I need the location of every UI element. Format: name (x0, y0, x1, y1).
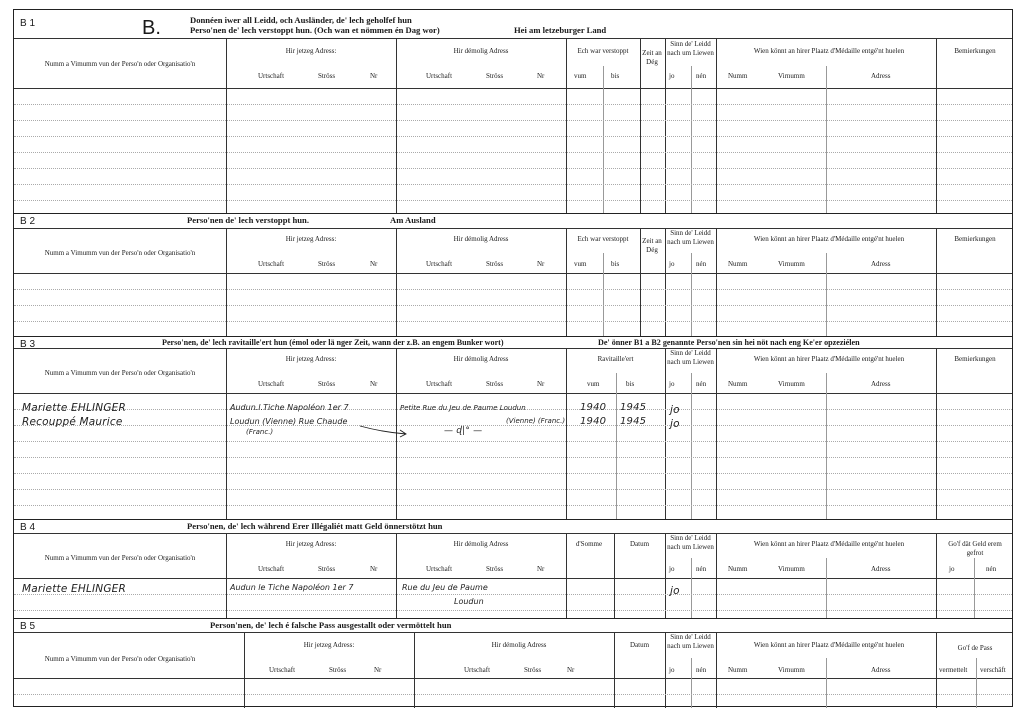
section-title-line1: Donnéen iwer all Leidd, och Ausländer, de' lech geholfef hun (190, 15, 412, 25)
sub-no: nén (696, 565, 707, 573)
sub-street: Ströss (329, 666, 347, 674)
handwritten-alive: jo (670, 585, 680, 597)
section-b5 (14, 618, 1012, 708)
sub-town: Urtschaft (258, 380, 285, 388)
col-money-returned-header: Go'f dät Geld erem gefrot (948, 540, 1002, 557)
sub-money-no: nén (986, 565, 997, 573)
sub-money-yes: jo (949, 565, 955, 573)
handwritten-previous-address-2: Loudun (454, 597, 484, 606)
handwritten-alive: jo (670, 404, 680, 416)
section-region: Hei am letzeburger Land (514, 25, 607, 35)
section-title: Perso'nen de' lech verstoppt hun. (187, 215, 309, 225)
form-letter: B. (142, 17, 161, 39)
form-sheet (13, 9, 1013, 707)
sub-virnumm: Virnumm (778, 380, 805, 388)
section-id: B 2 (20, 216, 36, 227)
sub-street-prev: Ströss (486, 380, 504, 388)
col-current-address-header: Hir jetzeg Adress: (285, 47, 337, 55)
handwritten-previous-address: Rue du Jeu de Paume (402, 583, 488, 592)
section-id: B 4 (20, 522, 36, 533)
sub-town: Urtschaft (269, 666, 296, 674)
sub-to: bis (626, 380, 635, 388)
sub-virnumm: Virnumm (778, 260, 805, 268)
sub-adress: Adress (871, 380, 891, 388)
col-remarks-header: Bemierkungen (954, 355, 996, 363)
col-medal-header: Wien könnt an hirer Plaatz d'Médaille entgé'nt huelen (753, 235, 905, 243)
handwritten-from: 1940 (580, 416, 607, 427)
sub-town-prev: Urtschaft (426, 260, 453, 268)
handwritten-current-address: Audun.l.Tiche Napoléon 1er 7 (230, 403, 349, 412)
sub-virnumm: Virnumm (778, 565, 805, 573)
section-title: Perso'nen, de' lech während Erer Illégaliét matt Geld önnerstötzt hun (187, 521, 443, 531)
sub-town-prev: Urtschaft (464, 666, 491, 674)
sub-to: bis (611, 260, 620, 268)
sub-from: vum (574, 72, 587, 80)
sub-town-prev: Urtschaft (426, 565, 453, 573)
sub-street-prev: Ströss (486, 72, 504, 80)
sub-numm: Numm (728, 260, 748, 268)
handwritten-previous-address: Petite Rue du Jeu de Paume Loudun (400, 404, 526, 412)
col-current-address-header: Hir jetzeg Adress: (303, 641, 355, 649)
sub-adress: Adress (871, 565, 891, 573)
section-title-line2: Perso'nen de' lech verstoppt hun. (Och wan et nömmen én Dag wor) (190, 25, 440, 35)
col-previous-address-header: Hir démolig Adress (453, 47, 509, 55)
col-time-header: Zeit an Dég (642, 49, 662, 66)
col-ravitailleert-header: Ravitaille'ert (597, 355, 634, 363)
sub-town: Urtschaft (258, 565, 285, 573)
sub-no: nén (696, 72, 707, 80)
sub-nr-prev: Nr (537, 72, 545, 80)
section-title: Perso'nen, de' lech ravitaille'ert hun (émol oder lä nger Zeit, wann der z.B. an engem Bunker wort) (162, 338, 504, 347)
sub-nr: Nr (374, 666, 382, 674)
sub-town: Urtschaft (258, 72, 285, 80)
handwritten-arrow (358, 422, 410, 438)
col-alive-header: Sinn de' Leidd nach um Liewen (667, 349, 714, 366)
col-current-address-header: Hir jetzeg Adress: (285, 355, 337, 363)
col-date-header: Datum (629, 641, 650, 649)
col-alive-header: Sinn de' Leidd nach um Liewen (667, 229, 714, 246)
sub-yes: jo (669, 380, 675, 388)
section-id: B 3 (20, 339, 36, 350)
col-hidden-header: Ech war verstoppt (577, 235, 629, 243)
sub-from: vum (574, 260, 587, 268)
sub-virnumm: Virnumm (778, 72, 805, 80)
handwritten-to: 1945 (620, 402, 647, 413)
sub-street: Ströss (318, 565, 336, 573)
sub-adress: Adress (871, 72, 891, 80)
sub-street: Ströss (318, 260, 336, 268)
sub-nr-prev: Nr (537, 380, 545, 388)
sub-street-prev: Ströss (486, 565, 504, 573)
sub-nr-prev: Nr (537, 565, 545, 573)
sub-yes: jo (669, 666, 675, 674)
sub-street-prev: Ströss (524, 666, 542, 674)
sub-yes: jo (669, 260, 675, 268)
section-b4 (14, 519, 1012, 618)
sub-from: vum (587, 380, 600, 388)
col-previous-address-header: Hir démolig Adress (491, 641, 547, 649)
section-region: Am Ausland (390, 215, 436, 225)
sub-numm: Numm (728, 666, 748, 674)
col-current-address-header: Hir jetzeg Adress: (285, 235, 337, 243)
col-current-address-header: Hir jetzeg Adress: (285, 540, 337, 548)
col-medal-header: Wien könnt an hirer Plaatz d'Médaille entgé'nt huelen (753, 355, 905, 363)
sub-verschaft: verschäft (980, 666, 1006, 674)
sub-nr-prev: Nr (567, 666, 575, 674)
sub-numm: Numm (728, 565, 748, 573)
handwritten-current-address: Audun le Tiche Napoléon 1er 7 (230, 583, 354, 592)
sub-town-prev: Urtschaft (426, 72, 453, 80)
section-b3 (14, 336, 1012, 519)
section-title: Person'nen, de' lech é falsche Pass ausgestallt oder vermöttelt hun (210, 620, 452, 630)
sub-nr: Nr (370, 260, 378, 268)
handwritten-to: 1945 (620, 416, 647, 427)
handwritten-alive: jo (670, 418, 680, 430)
handwritten-name: Mariette EHLINGER (22, 402, 127, 414)
sub-no: nén (696, 380, 707, 388)
section-note: De' önner B1 a B2 genannte Perso'nen sin hei nöt nach eng Ke'er opzeziélen (598, 338, 860, 347)
col-alive-header: Sinn de' Leidd nach um Liewen (667, 40, 714, 57)
sub-no: nén (696, 260, 707, 268)
handwritten-previous-address: — ɖ|° — (444, 426, 483, 436)
handwritten-name: Recouppé Maurice (22, 416, 123, 428)
handwritten-current-address-2: (Franc.) (246, 428, 274, 436)
sub-nr: Nr (370, 380, 378, 388)
sub-nr: Nr (370, 565, 378, 573)
sub-no: nén (696, 666, 707, 674)
col-hidden-header: Ech war verstoppt (577, 47, 629, 55)
col-medal-header: Wien könnt an hirer Plaatz d'Médaille entgé'nt huelen (753, 540, 905, 548)
sub-virnumm: Virnumm (778, 666, 805, 674)
sub-town-prev: Urtschaft (426, 380, 453, 388)
section-b2 (14, 213, 1012, 336)
col-name-header: Numm a Vimumm vun der Perso'n oder Organisatio'n (44, 554, 196, 562)
col-time-header: Zeit an Dég (642, 237, 662, 254)
sub-yes: jo (669, 565, 675, 573)
handwritten-current-address: Loudun (Vienne) Rue Chaude (230, 417, 348, 426)
sub-to: bis (611, 72, 620, 80)
col-alive-header: Sinn de' Leidd nach um Liewen (667, 633, 714, 650)
col-previous-address-header: Hir démolig Adress (453, 235, 509, 243)
col-name-header: Numm a Vimumm vun der Perso'n oder Organisatio'n (44, 249, 196, 257)
handwritten-from: 1940 (580, 402, 607, 413)
col-previous-address-header: Hir démolig Adress (453, 355, 509, 363)
sub-adress: Adress (871, 666, 891, 674)
sub-numm: Numm (728, 380, 748, 388)
col-name-header: Numm a Vimumm vun der Perso'n oder Organisatio'n (44, 60, 196, 68)
col-previous-address-header: Hir démolig Adress (453, 540, 509, 548)
col-date-header: Datum (629, 540, 650, 548)
col-pass-header: Go'f de Pass (957, 644, 993, 652)
sub-vermettelt: vermettelt (939, 666, 968, 674)
sub-nr: Nr (370, 72, 378, 80)
col-name-header: Numm a Vimumm vun der Perso'n oder Organisatio'n (44, 655, 196, 663)
col-medal-header: Wien könnt an hirer Plaatz d'Médaille entgé'nt huelen (753, 641, 905, 649)
handwritten-previous-address-2: (Vienne) (Franc.) (506, 417, 566, 425)
sub-town: Urtschaft (258, 260, 285, 268)
col-remarks-header: Bemierkungen (954, 47, 996, 55)
sub-adress: Adress (871, 260, 891, 268)
col-name-header: Numm a Vimumm vun der Perso'n oder Organisatio'n (44, 369, 196, 377)
sub-street-prev: Ströss (486, 260, 504, 268)
col-alive-header: Sinn de' Leidd nach um Liewen (667, 534, 714, 551)
handwritten-name: Mariette EHLINGER (22, 583, 127, 595)
sub-yes: jo (669, 72, 675, 80)
sub-street: Ströss (318, 72, 336, 80)
col-sum-header: d'Somme (575, 540, 603, 548)
col-medal-header: Wien könnt an hirer Plaatz d'Médaille entgé'nt huelen (753, 47, 905, 55)
sub-street: Ströss (318, 380, 336, 388)
sub-nr-prev: Nr (537, 260, 545, 268)
section-b1 (14, 10, 1012, 213)
col-remarks-header: Bemierkungen (954, 235, 996, 243)
section-id: B 5 (20, 621, 36, 632)
sub-numm: Numm (728, 72, 748, 80)
section-id: B 1 (20, 18, 36, 29)
